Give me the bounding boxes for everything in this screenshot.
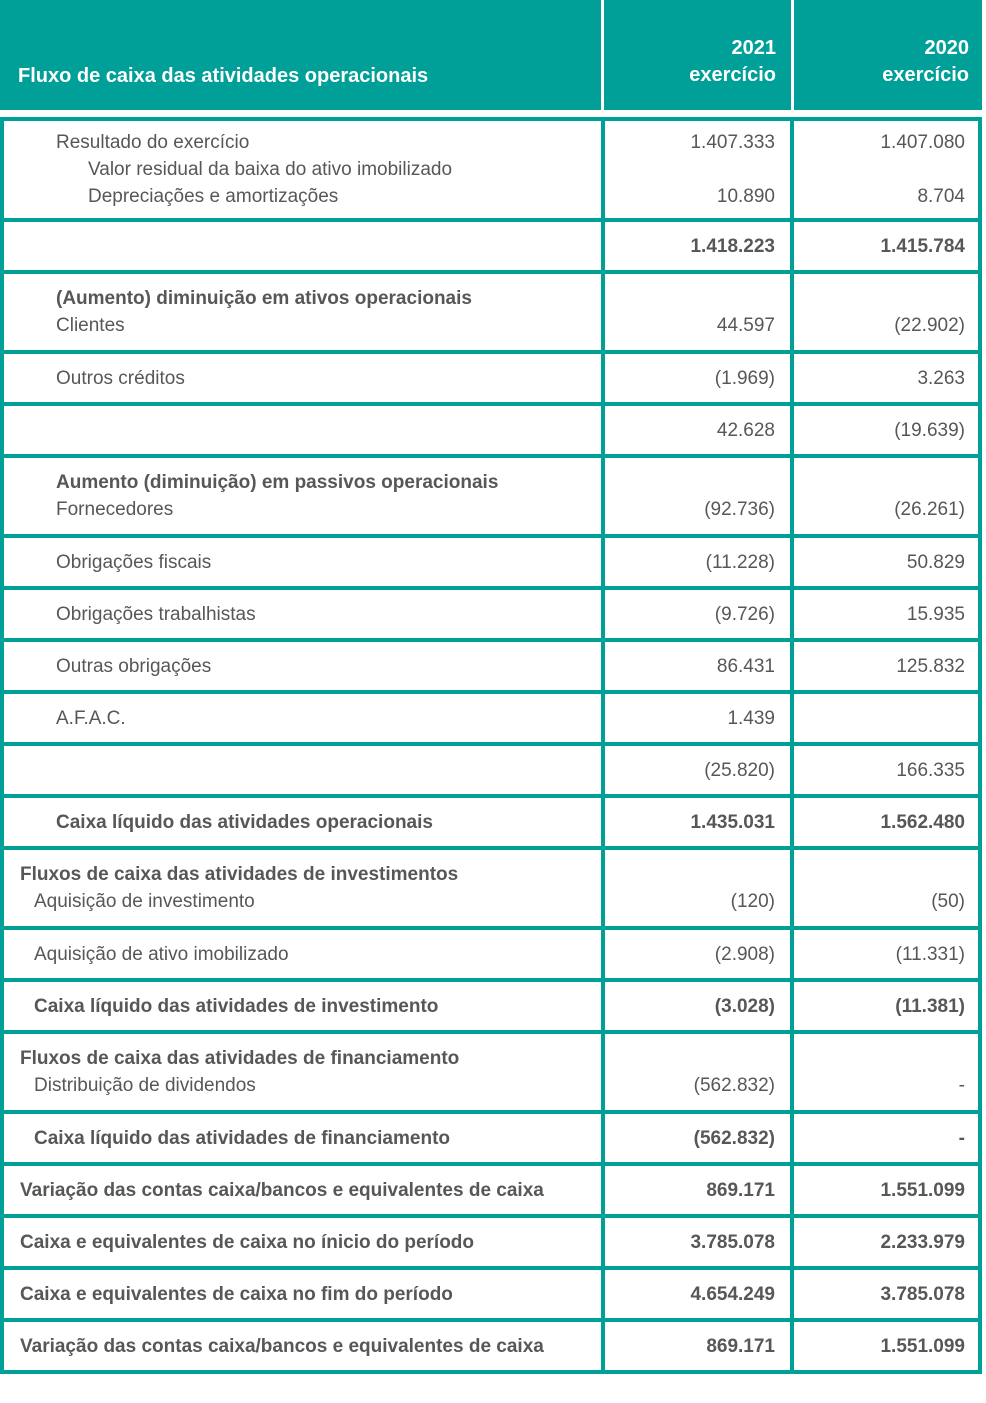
row-label: Fluxos de caixa das atividades de financiamento bbox=[20, 1048, 460, 1069]
value-2020: 15.935 bbox=[906, 603, 965, 625]
value-cell-2020 bbox=[790, 354, 978, 402]
value-2021: 4.654.249 bbox=[690, 1283, 775, 1305]
table-row bbox=[4, 638, 978, 690]
row-label-cell bbox=[4, 222, 601, 270]
table-row bbox=[4, 350, 978, 402]
value-2021: (562.832) bbox=[693, 1127, 775, 1149]
row-label: Fluxos de caixa das atividades de investimentos bbox=[20, 864, 459, 885]
table-row bbox=[4, 1318, 978, 1370]
value-cell-2020 bbox=[790, 982, 978, 1030]
value-2021: (3.028) bbox=[714, 995, 775, 1017]
value-cell-2020 bbox=[790, 458, 978, 534]
header-year-2021-label: exercício bbox=[689, 64, 776, 86]
value-2021 bbox=[605, 861, 790, 888]
value-2020: 3.785.078 bbox=[880, 1283, 965, 1305]
value-cell-2021 bbox=[601, 121, 790, 218]
row-label: Caixa líquido das atividades de investimento bbox=[34, 995, 439, 1017]
value-2021: 1.439 bbox=[727, 707, 775, 729]
value-cell-2020 bbox=[790, 406, 978, 454]
row-label-cell bbox=[4, 1270, 601, 1318]
value-cell-2021 bbox=[601, 642, 790, 690]
row-label: Obrigações trabalhistas bbox=[56, 603, 256, 625]
value-2021 bbox=[605, 1045, 790, 1072]
header-year-2020-label: exercício bbox=[882, 64, 969, 86]
row-label: Caixa líquido das atividades operacionais bbox=[56, 811, 433, 833]
row-label: Variação das contas caixa/bancos e equivalentes de caixa bbox=[20, 1335, 544, 1357]
value-cell-2021 bbox=[601, 222, 790, 270]
table-row bbox=[4, 926, 978, 978]
value-cell-2020 bbox=[790, 1166, 978, 1214]
row-label-cell bbox=[4, 982, 601, 1030]
value-2021: (25.820) bbox=[704, 759, 775, 781]
value-cell-2021 bbox=[601, 850, 790, 926]
table-row bbox=[4, 121, 978, 218]
header-title: Fluxo de caixa das atividades operacionais bbox=[18, 65, 429, 87]
value-cell-2021 bbox=[601, 930, 790, 978]
value-cell-2020 bbox=[790, 274, 978, 350]
row-label bbox=[4, 233, 601, 260]
row-label: (Aumento) diminuição em ativos operacionais bbox=[56, 288, 472, 309]
value-2021: 10.890 bbox=[716, 186, 775, 207]
table-row bbox=[4, 1030, 978, 1110]
value-2021 bbox=[605, 285, 790, 312]
header-col-2021 bbox=[601, 0, 791, 110]
value-cell-2020 bbox=[790, 1218, 978, 1266]
value-2021 bbox=[605, 469, 790, 496]
value-2020: 1.407.080 bbox=[880, 132, 965, 153]
value-cell-2020 bbox=[790, 538, 978, 586]
row-label: Outras obrigações bbox=[56, 655, 212, 677]
row-label-cell bbox=[4, 642, 601, 690]
value-2020: 166.335 bbox=[896, 759, 965, 781]
table-row bbox=[4, 978, 978, 1030]
row-label-cell bbox=[4, 590, 601, 638]
value-cell-2020 bbox=[790, 222, 978, 270]
table-row bbox=[4, 742, 978, 794]
value-2021: (9.726) bbox=[714, 603, 775, 625]
row-label-cell bbox=[4, 406, 601, 454]
row-label: A.F.A.C. bbox=[56, 707, 126, 729]
value-cell-2021 bbox=[601, 694, 790, 742]
value-2020: (22.902) bbox=[894, 315, 965, 336]
row-label: Aumento (diminuição) em passivos operacionais bbox=[56, 472, 499, 493]
value-2020: 3.263 bbox=[917, 367, 965, 389]
row-label: Obrigações fiscais bbox=[56, 551, 212, 573]
value-cell-2020 bbox=[790, 798, 978, 846]
value-2020: 125.832 bbox=[896, 655, 965, 677]
table-row bbox=[4, 690, 978, 742]
value-cell-2020 bbox=[790, 694, 978, 742]
value-cell-2021 bbox=[601, 458, 790, 534]
table-header bbox=[0, 0, 982, 110]
table-row bbox=[4, 794, 978, 846]
value-cell-2021 bbox=[601, 590, 790, 638]
value-2020: 1.551.099 bbox=[880, 1179, 965, 1201]
value-2020: 1.562.480 bbox=[880, 811, 965, 833]
value-2021: (120) bbox=[730, 891, 775, 912]
value-cell-2020 bbox=[790, 121, 978, 218]
table-row bbox=[4, 1266, 978, 1318]
row-label: Aquisição de ativo imobilizado bbox=[34, 943, 289, 965]
table-row bbox=[4, 454, 978, 534]
value-2021: (92.736) bbox=[704, 499, 775, 520]
row-label: Valor residual da baixa do ativo imobilizado bbox=[88, 159, 453, 180]
row-label: Resultado do exercício bbox=[56, 132, 250, 153]
row-label: Variação das contas caixa/bancos e equivalentes de caixa bbox=[20, 1179, 544, 1201]
value-2021: (11.228) bbox=[705, 551, 775, 573]
value-2021: (1.969) bbox=[714, 367, 775, 389]
row-label: Aquisição de investimento bbox=[34, 891, 255, 912]
value-cell-2021 bbox=[601, 538, 790, 586]
value-cell-2021 bbox=[601, 274, 790, 350]
table-row bbox=[4, 1214, 978, 1266]
value-2021: (2.908) bbox=[714, 943, 775, 965]
row-label-cell bbox=[4, 1114, 601, 1162]
row-label-cell bbox=[4, 538, 601, 586]
value-2020: (50) bbox=[931, 891, 965, 912]
value-2020: (11.381) bbox=[895, 995, 965, 1017]
value-cell-2021 bbox=[601, 1322, 790, 1370]
row-label bbox=[4, 757, 601, 784]
value-2021: 1.435.031 bbox=[690, 811, 775, 833]
value-cell-2020 bbox=[790, 1114, 978, 1162]
value-cell-2021 bbox=[601, 1034, 790, 1110]
value-cell-2021 bbox=[601, 1114, 790, 1162]
row-label-cell bbox=[4, 1166, 601, 1214]
value-cell-2021 bbox=[601, 354, 790, 402]
value-2020 bbox=[794, 285, 978, 312]
row-label-cell bbox=[4, 1034, 601, 1110]
value-cell-2021 bbox=[601, 1166, 790, 1214]
value-2020 bbox=[794, 469, 978, 496]
value-2020 bbox=[794, 156, 978, 183]
row-label-cell bbox=[4, 274, 601, 350]
row-label-cell bbox=[4, 1218, 601, 1266]
table-row bbox=[4, 218, 978, 270]
value-2020: (11.331) bbox=[895, 943, 965, 965]
header-col-2020 bbox=[791, 0, 982, 110]
row-label-cell bbox=[4, 930, 601, 978]
value-cell-2021 bbox=[601, 1270, 790, 1318]
table-row bbox=[4, 534, 978, 586]
value-cell-2020 bbox=[790, 746, 978, 794]
value-cell-2020 bbox=[790, 1034, 978, 1110]
row-label-cell bbox=[4, 746, 601, 794]
table-row bbox=[4, 846, 978, 926]
value-2020 bbox=[794, 705, 978, 732]
value-2021: 42.628 bbox=[716, 419, 775, 441]
row-label: Caixa líquido das atividades de financiamento bbox=[34, 1127, 450, 1149]
value-2021: 44.597 bbox=[716, 315, 775, 336]
value-2020: 2.233.979 bbox=[880, 1231, 965, 1253]
row-label: Caixa e equivalentes de caixa no ínicio do período bbox=[20, 1231, 475, 1253]
value-2021: 3.785.078 bbox=[690, 1231, 775, 1253]
value-cell-2021 bbox=[601, 406, 790, 454]
header-year-2020: 2020 bbox=[924, 37, 969, 59]
value-2020: 1.551.099 bbox=[880, 1335, 965, 1357]
value-2020 bbox=[794, 861, 978, 888]
value-2020: (26.261) bbox=[894, 499, 965, 520]
value-cell-2020 bbox=[790, 850, 978, 926]
table-row bbox=[4, 586, 978, 638]
row-label bbox=[4, 417, 601, 444]
row-label-cell bbox=[4, 354, 601, 402]
row-label-cell bbox=[4, 694, 601, 742]
table-row bbox=[4, 402, 978, 454]
row-label: Caixa e equivalentes de caixa no fim do período bbox=[20, 1283, 453, 1305]
table-row bbox=[4, 1162, 978, 1214]
row-label: Clientes bbox=[56, 315, 125, 336]
value-2021: 869.171 bbox=[706, 1179, 775, 1201]
row-label-cell bbox=[4, 850, 601, 926]
value-cell-2021 bbox=[601, 798, 790, 846]
row-label-cell bbox=[4, 121, 601, 218]
row-label-cell bbox=[4, 1322, 601, 1370]
row-label: Fornecedores bbox=[56, 499, 174, 520]
row-label-cell bbox=[4, 798, 601, 846]
value-cell-2021 bbox=[601, 1218, 790, 1266]
value-cell-2020 bbox=[790, 930, 978, 978]
value-2020: 50.829 bbox=[906, 551, 965, 573]
header-body-gap bbox=[0, 110, 986, 117]
value-2021: 1.407.333 bbox=[690, 132, 775, 153]
value-2021: (562.832) bbox=[693, 1075, 775, 1096]
value-cell-2020 bbox=[790, 642, 978, 690]
value-cell-2021 bbox=[601, 746, 790, 794]
value-2021: 1.418.223 bbox=[690, 235, 775, 257]
value-cell-2020 bbox=[790, 1322, 978, 1370]
value-2021: 869.171 bbox=[706, 1335, 775, 1357]
row-label: Depreciações e amortizações bbox=[88, 186, 339, 207]
value-cell-2020 bbox=[790, 1270, 978, 1318]
value-2020 bbox=[794, 1045, 978, 1072]
value-2021: 86.431 bbox=[716, 655, 775, 677]
row-label-cell bbox=[4, 458, 601, 534]
cash-flow-table bbox=[0, 117, 982, 1374]
value-cell-2020 bbox=[790, 590, 978, 638]
value-cell-2021 bbox=[601, 982, 790, 1030]
table-row bbox=[4, 270, 978, 350]
table-row bbox=[4, 1110, 978, 1162]
value-2020: - bbox=[958, 1075, 965, 1096]
value-2020: 1.415.784 bbox=[880, 235, 965, 257]
row-label: Distribuição de dividendos bbox=[34, 1075, 256, 1096]
value-2021 bbox=[605, 156, 790, 183]
value-2020: (19.639) bbox=[894, 419, 965, 441]
value-2020: 8.704 bbox=[917, 186, 965, 207]
value-2020: - bbox=[958, 1127, 965, 1149]
row-label: Outros créditos bbox=[56, 367, 185, 389]
header-year-2021: 2021 bbox=[731, 37, 776, 59]
